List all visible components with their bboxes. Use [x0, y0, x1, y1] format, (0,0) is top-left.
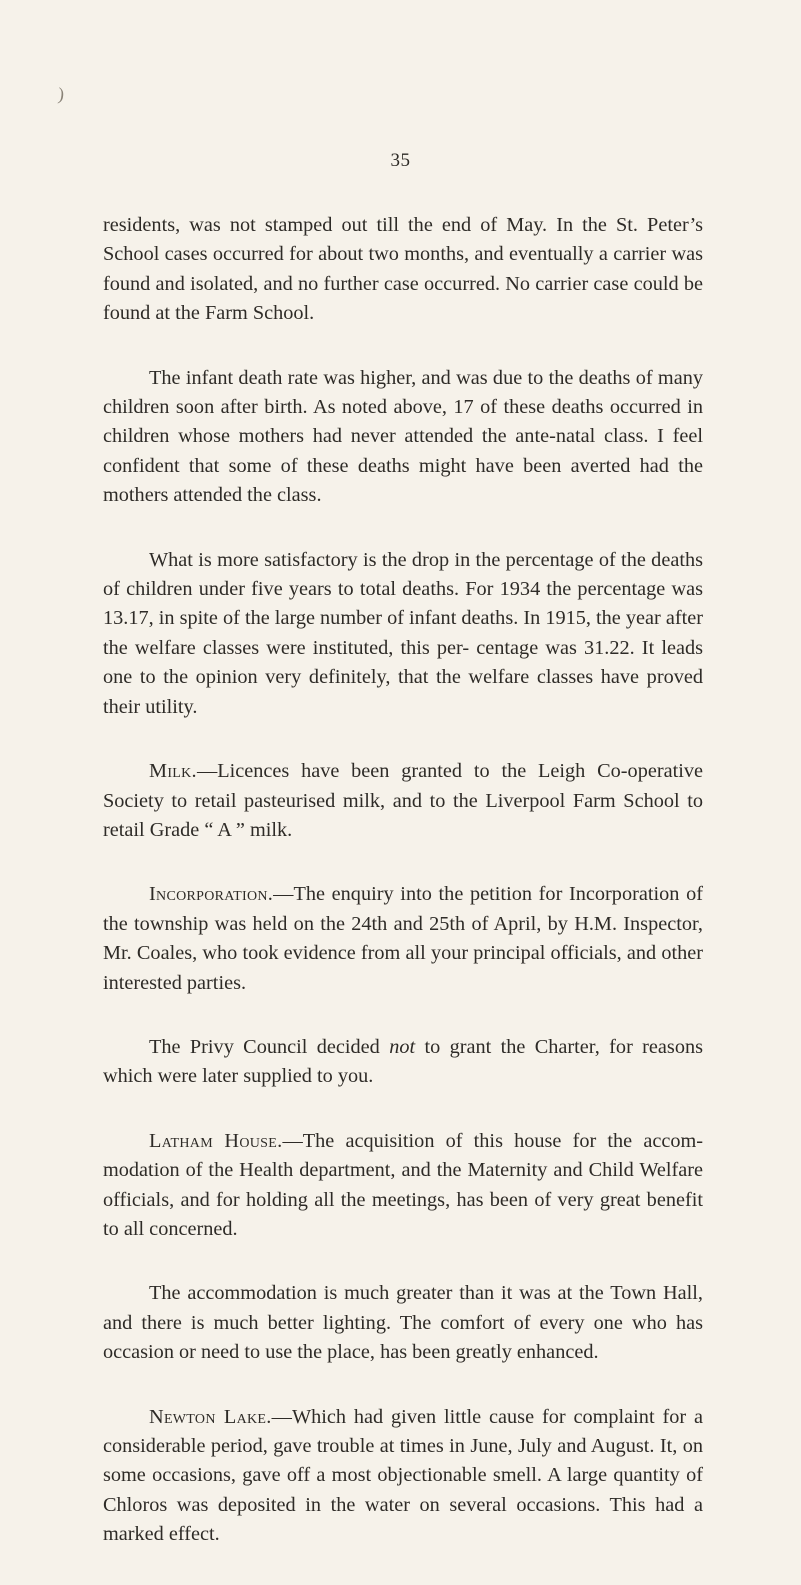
paragraph-privy-council	[103, 1033, 703, 1092]
paragraph-text: The infant death rate was higher, and was due to the deaths of many children soon after birth. As noted above, 17 of these deaths occurred in children whose mothers had never attended the ante-natal class. I feel confident that some of these deaths might have been averted had the mothers attended the class.	[103, 366, 703, 507]
paragraph-latham-house	[103, 1127, 703, 1245]
page-number: 35	[390, 150, 411, 171]
section-heading-newton-lake: Newton Lake.	[149, 1405, 272, 1428]
paragraph-milk	[103, 757, 703, 845]
paragraph-newton-lake	[103, 1403, 703, 1550]
paragraph-text: —Which had given little cause for complaint for a considerable period, gave trouble at times in June, July and August. It, on some occasions, gave off a most objectionable smell. A large quantity of Chloros was deposited in the water on several occasions. This had a marked effect.	[103, 1405, 703, 1546]
paragraph-incorporation	[103, 880, 703, 998]
paragraph-accommodation	[103, 1279, 703, 1367]
section-heading-incorporation: Incorporation.	[149, 883, 274, 906]
section-heading-milk: Milk.	[149, 760, 197, 783]
paragraph-text: residents, was not stamped out till the end of May. In the St. Peter’s School cases occurred for about two months, and eventually a carrier was found and isolated, and no further case occurred. No carrier case could be found at the Farm School.	[103, 214, 703, 325]
paragraph-text: The accommodation is much greater than it was at the Town Hall, and there is much better lighting. The comfort of every one who has occasion or need to use the place, has been greatly enhanced.	[103, 1282, 703, 1364]
paragraph-text: What is more satisfactory is the drop in the percentage of the deaths of children under five years to total deaths. For 1934 the percentage was 13.17, in spite of the large number of infant deaths. In 1915, the year after the welfare classes were instituted, this per- centage was 31.22. It leads one to the opinion very definitely, that the welfare classes have proved their utility.	[103, 548, 703, 718]
paragraph-percentage-deaths	[103, 546, 703, 722]
paragraph-text: —The enquiry into the petition for Incorporation of the township was held on the 24th and 25th of April, by H.M. Inspector, Mr. Coales, who took evidence from all your principal officials, and other interested parties.	[103, 883, 703, 994]
emphasis-not: not	[389, 1035, 416, 1058]
section-heading-latham-house: Latham House.	[149, 1129, 283, 1152]
paragraph-infant-death-rate	[103, 364, 703, 511]
paragraph-scarlet-fever-continued	[103, 211, 703, 329]
paragraph-text: —The acquisition of this house for the accom- modation of the Health department, and the Maternity and Child Welfare officials, and for holding all the meetings, has been of very great benefit to all concerned.	[103, 1129, 703, 1240]
paragraph-text-before: The Privy Council decided	[149, 1035, 390, 1058]
body-text	[103, 211, 703, 1585]
corner-mark: )	[57, 83, 66, 105]
paragraph-text: —Licences have been granted to the Leigh Co-operative Society to retail pasteurised milk, and to the Liverpool Farm School to retail Grade “ A ” milk.	[103, 760, 703, 841]
paragraph-text-after: to grant the Charter, for reasons which were later supplied to you.	[103, 1035, 703, 1088]
